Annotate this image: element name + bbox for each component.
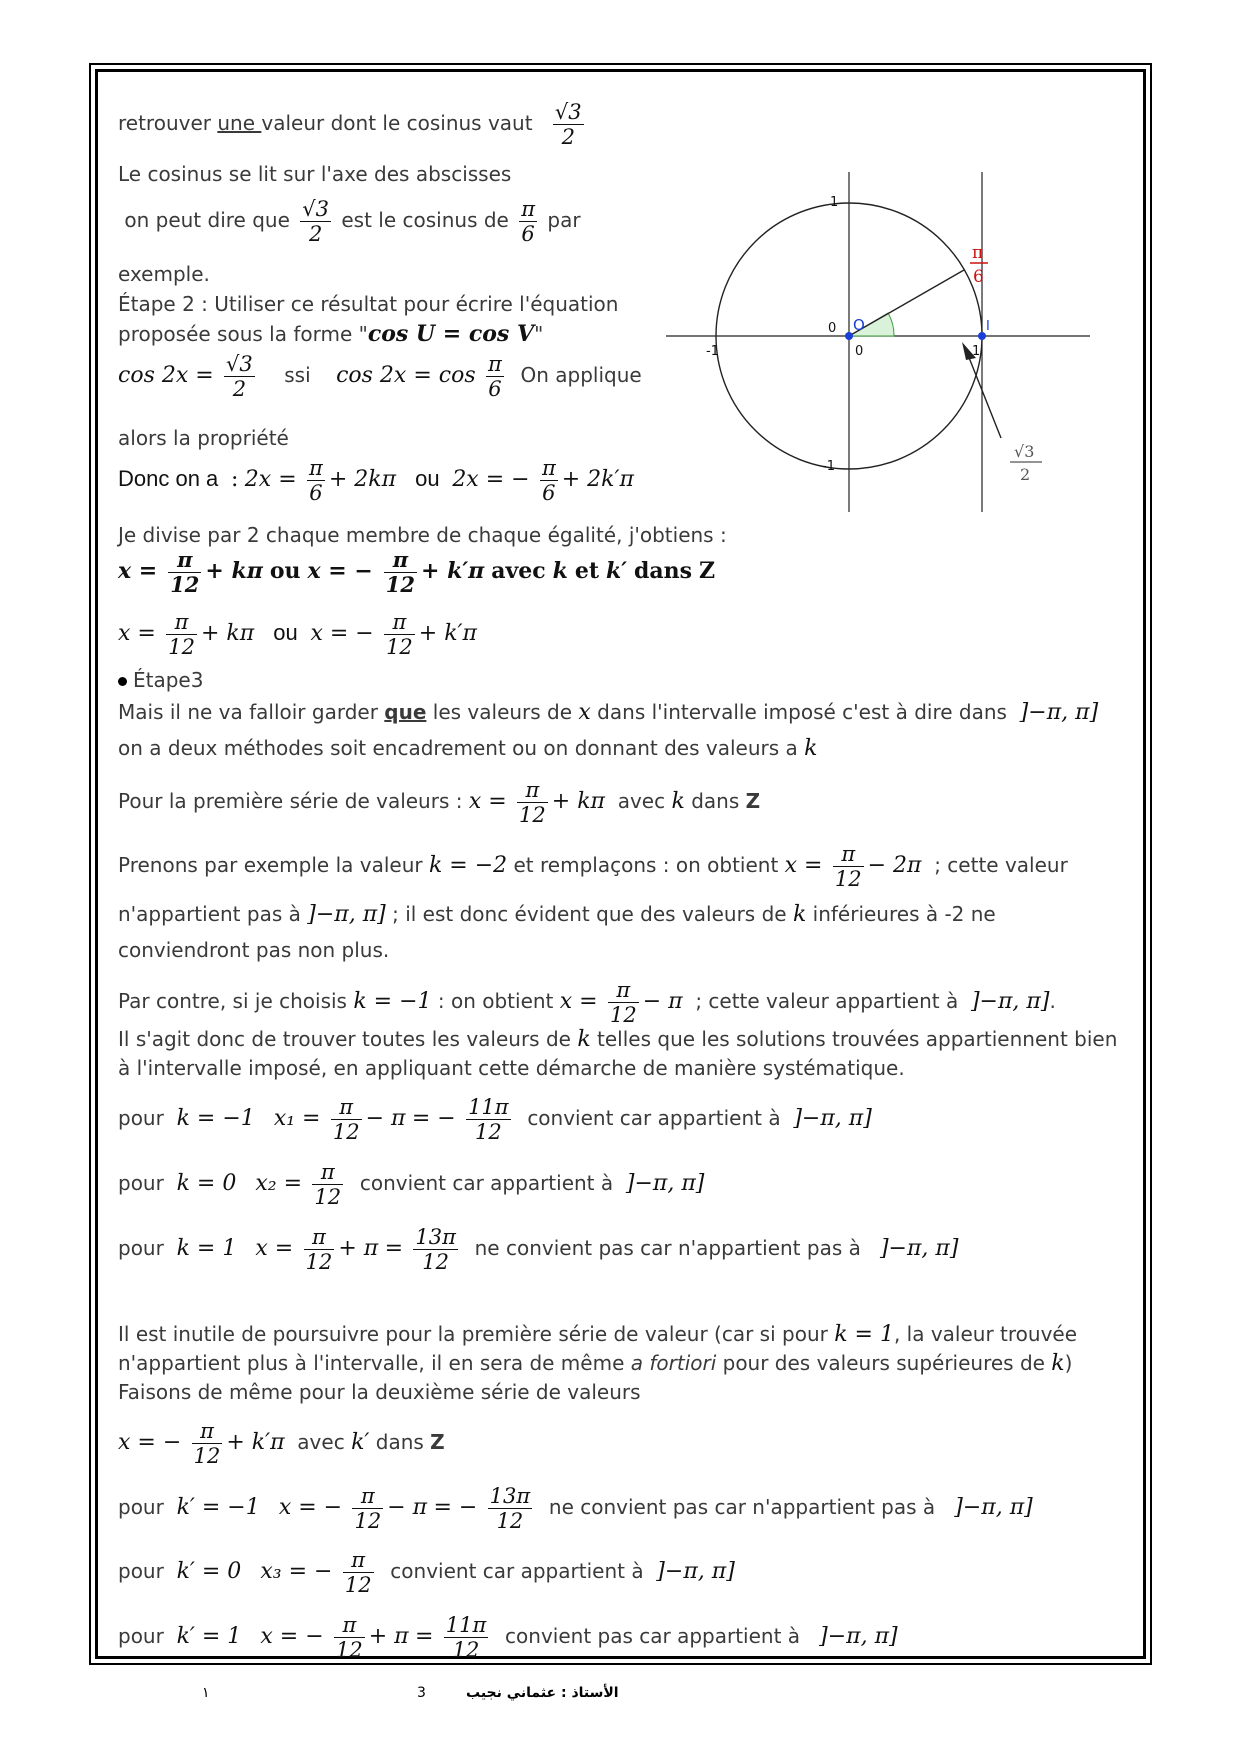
line-kp-minus-1: pour k′ = −1 x = − $\frac{\pi}{12}$ − π = − $\frac{13\pi}{12}$ ne convient pas car n'appartient pas à ]−π, π] (118, 1484, 1033, 1533)
footer-page-number: 3 (417, 1685, 426, 1701)
tick-label-0-left: 0 (828, 321, 837, 336)
line-7: cos 2x = $\frac{√3}{2}$ ssi cos 2x = cos $\frac{\pi}{6}$ On applique (118, 352, 642, 401)
underlined-que: que (384, 700, 427, 724)
line-12: x = $\frac{\pi}{12}$ + kπ ou x = − $\frac{\pi}{12}$ + k′π (118, 610, 478, 659)
origin-point (845, 332, 853, 340)
fraction-pi-over-6: $\frac{\pi}{6}$ (487, 352, 502, 401)
fraction-pi-over-12: $\frac{\pi}{12}$ (193, 1419, 221, 1468)
tick-label-minus1-bottom: -1 (822, 459, 835, 474)
angle-label-denominator: 6 (973, 267, 984, 287)
fraction-pi-over-12: $\frac{\pi}{12}$ (385, 547, 415, 597)
line-k-1: pour k = 1 x = $\frac{\pi}{12}$ + π = $\frac{13\pi}{12}$ ne convient pas car n'appartient pas à ]−π, π] (118, 1225, 959, 1274)
label-O: O (853, 316, 865, 334)
line-k-minus-1: pour k = −1 x₁ = $\frac{\pi}{12}$ − π = − $\frac{11\pi}{12}$ convient car appartient à ]−π, π] (118, 1095, 872, 1144)
fraction-pi-over-12: $\frac{\pi}{12}$ (314, 1160, 342, 1209)
line-5: Étape 2 : Utiliser ce résultat pour écrire l'équation (118, 292, 619, 316)
arrow-label-numerator: √3 (1014, 442, 1035, 461)
pointer-arrow-line (966, 350, 1001, 438)
line-22: à l'intervalle imposé, en appliquant cette démarche de manière systématique. (118, 1056, 905, 1080)
tick-label-1-top: 1 (830, 195, 839, 210)
line-k-0: pour k = 0 x₂ = $\frac{\pi}{12}$ convient car appartient à ]−π, π] (118, 1160, 705, 1209)
fraction-pi-over-6: $\frac{\pi}{6}$ (309, 456, 323, 505)
fraction-pi-over-12: $\frac{\pi}{12}$ (170, 547, 200, 597)
line-19: conviendront pas non plus. (118, 938, 390, 962)
line-27: n'appartient plus à l'intervalle, il en sera de même a fortiori pour des valeurs supérieures de k) (118, 1351, 1073, 1376)
tick-label-1-right: 1 (972, 344, 981, 359)
fraction-pi-over-12: $\frac{\pi}{12}$ (386, 610, 413, 659)
fraction-pi-over-12: $\frac{\pi}{12}$ (336, 1613, 363, 1662)
line-26: Il est inutile de poursuivre pour la première série de valeur (car si pour k = 1, la valeur trouvée (118, 1322, 1078, 1347)
fraction-sqrt3-over-2: $\frac{√3}{2}$ (226, 352, 253, 401)
line-28: Faisons de même pour la deuxième série de valeurs (118, 1380, 641, 1404)
fraction-pi-over-12: $\frac{\pi}{12}$ (344, 1548, 372, 1597)
fraction-pi-over-12: $\frac{\pi}{12}$ (834, 842, 862, 891)
underlined-une: une (217, 111, 262, 135)
line-15: on a deux méthodes soit encadrement ou on donnant des valeurs a k (118, 736, 818, 761)
line-3: on peut dire que $\frac{√3}{2}$ est le cosinus de $\frac{\pi}{6}$ par (124, 197, 581, 246)
bullet-icon (118, 677, 127, 686)
line-18: n'appartient pas à ]−π, π] ; il est donc évident que des valeurs de k inférieures à -2 ne (118, 902, 996, 927)
fraction-sqrt3-over-2: $\frac{√3}{2}$ (554, 100, 582, 149)
line-17: Prenons par exemple la valeur k = −2 et remplaçons : on obtient x = $\frac{\pi}{12}$ − 2π ; cette valeur (118, 842, 1068, 891)
line-11: x = $\frac{\pi}{12}$ + kπ ou x = − $\frac{\pi}{12}$ + k′π avec k et k′ dans Z (118, 547, 716, 597)
line-20: Par contre, si je choisis k = −1 : on obtient x = $\frac{\pi}{12}$ − π ; cette valeur appartient à ]−π, π]. (118, 978, 1056, 1027)
fraction-pi-over-12: $\frac{\pi}{12}$ (305, 1225, 333, 1274)
trig-circle-diagram (666, 170, 1090, 512)
tick-label-minus1-left: -1 (706, 344, 719, 359)
line-9: Donc on a : 2x = $\frac{\pi}{6}$ + 2kπ ou 2x = − $\frac{\pi}{6}$ + 2k′π (118, 456, 634, 505)
line-8: alors la propriété (118, 426, 289, 450)
line-21: Il s'agit donc de trouver toutes les valeurs de k telles que les solutions trouvées appartiennent bien (118, 1027, 1118, 1052)
line-16: Pour la première série de valeurs : x = $\frac{\pi}{12}$ + kπ avec k dans Z (118, 778, 761, 827)
fraction-pi-over-12: $\frac{\pi}{12}$ (354, 1484, 382, 1533)
fraction-pi-over-12: $\frac{\pi}{12}$ (168, 610, 195, 659)
line-6: proposée sous la forme "cos U = cos V" (118, 321, 544, 347)
tick-label-0-bottom: 0 (855, 344, 864, 359)
radius-pi-over-6 (849, 270, 964, 336)
fraction-sqrt3-over-2: $\frac{√3}{2}$ (302, 197, 329, 246)
footer-left-mark: ١ (202, 1685, 210, 1701)
fraction-11pi-over-12: $\frac{11\pi}{12}$ (468, 1095, 509, 1144)
line-etape3: Étape3 (118, 668, 203, 692)
fraction-pi-over-12: $\frac{\pi}{12}$ (332, 1095, 360, 1144)
point-I (978, 332, 986, 340)
line-10: Je divise par 2 chaque membre de chaque égalité, j'obtiens : (118, 523, 727, 547)
line-kp-1: pour k′ = 1 x = − $\frac{\pi}{12}$ + π = $\frac{11\pi}{12}$ convient pas car appartient à ]−π, π] (118, 1613, 898, 1662)
line-kp-0: pour k′ = 0 x₃ = − $\frac{\pi}{12}$ convient car appartient à ]−π, π] (118, 1548, 735, 1597)
line-2: Le cosinus se lit sur l'axe des abscisses (118, 162, 512, 186)
label-I: I (986, 319, 990, 334)
fraction-11pi-over-12: $\frac{11\pi}{12}$ (445, 1613, 487, 1662)
fraction-pi-over-6: $\frac{\pi}{6}$ (521, 197, 536, 246)
fraction-pi-over-12: $\frac{\pi}{12}$ (519, 778, 546, 827)
fraction-13pi-over-12: $\frac{13\pi}{12}$ (415, 1225, 456, 1274)
line-4: exemple. (118, 262, 210, 286)
arrow-label-denominator: 2 (1020, 465, 1031, 484)
footer-author: الأستاذ : عثماني نجيب (466, 1685, 619, 1701)
fraction-13pi-over-12: $\frac{13\pi}{12}$ (489, 1484, 531, 1533)
line-29: x = − $\frac{\pi}{12}$ + k′π avec k′ dans Z (118, 1419, 445, 1468)
fraction-pi-over-12: $\frac{\pi}{12}$ (609, 978, 637, 1027)
angle-label-numerator: π (972, 243, 984, 263)
line-14: Mais il ne va falloir garder que les valeurs de x dans l'intervalle imposé c'est à dire dans ]−π, π] (118, 700, 1099, 725)
line-1: retrouver une valeur dont le cosinus vaut $\frac{√3}{2}$ (118, 100, 582, 149)
fraction-pi-over-6: $\frac{\pi}{6}$ (541, 456, 556, 505)
